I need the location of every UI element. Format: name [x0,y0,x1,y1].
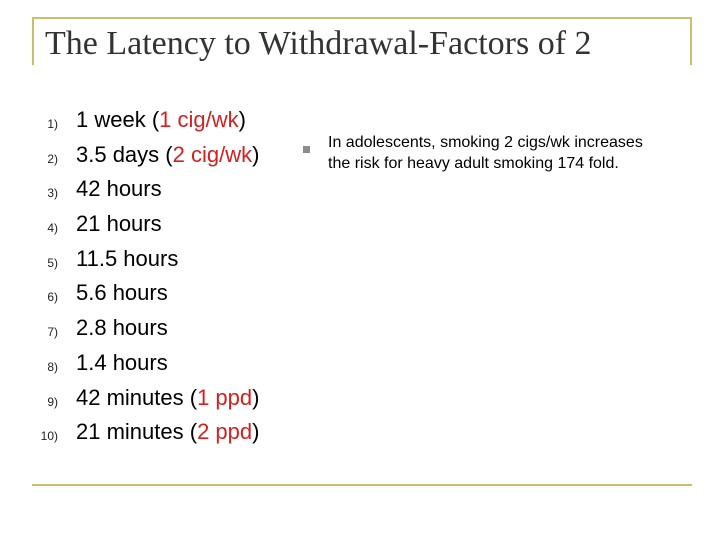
item-text-pre: 5.6 hours [76,280,168,306]
list-number: 6) [47,290,58,305]
frame-top-line [32,17,692,19]
item-text-post: ) [252,419,260,445]
list-number: 2) [47,151,58,166]
frame-bottom-line [32,484,692,486]
list-number: 5) [47,255,58,270]
frame-right-line [690,17,692,65]
item-text-post: ) [238,107,246,132]
list-number: 8) [47,359,58,374]
item-text-pre: 21 hours [76,211,162,237]
item-text-pre: 1 week ( [76,107,160,132]
list-item-text [76,311,168,345]
item-text-post: ) [252,141,260,167]
item-text-pre: 11.5 hours [76,245,179,271]
list-item-text [76,346,168,380]
item-text-pre: 21 minutes ( [76,419,198,445]
list-item-text [76,103,246,137]
list-number: 7) [47,325,58,340]
frame-left-line [32,17,34,65]
item-text-post: ) [252,384,260,410]
list-item-text [76,138,259,172]
list-number: 10) [40,429,58,444]
item-text-pre: 1.4 hours [76,349,168,375]
list-item-text [76,172,162,206]
slide-title: The Latency to Withdrawal-Factors of 2 [45,25,592,62]
list-item-text [76,415,259,449]
item-text-pre: 42 minutes ( [76,384,198,410]
list-item-text [76,242,178,276]
item-text-highlight: 1 cig/wk [159,107,239,132]
list-number: 4) [47,221,58,236]
list-number: 9) [47,394,58,409]
list-item-text [76,276,168,310]
list-item-text [76,207,162,241]
bullet-text: In adolescents, smoking 2 cigs/wk increases the risk for heavy adult smoking 174 fold. [328,134,643,172]
item-text-highlight: 2 ppd [197,419,253,445]
square-bullet-icon [303,146,310,153]
item-text-pre: 2.8 hours [76,315,168,341]
list-number: 3) [47,186,58,201]
list-item-text [76,381,259,415]
item-text-pre: 42 hours [76,176,162,202]
item-text-highlight: 1 ppd [197,384,253,410]
item-text-pre: 3.5 days ( [76,141,173,167]
list-number: 1) [47,117,58,131]
item-text-highlight: 2 cig/wk [172,141,253,167]
